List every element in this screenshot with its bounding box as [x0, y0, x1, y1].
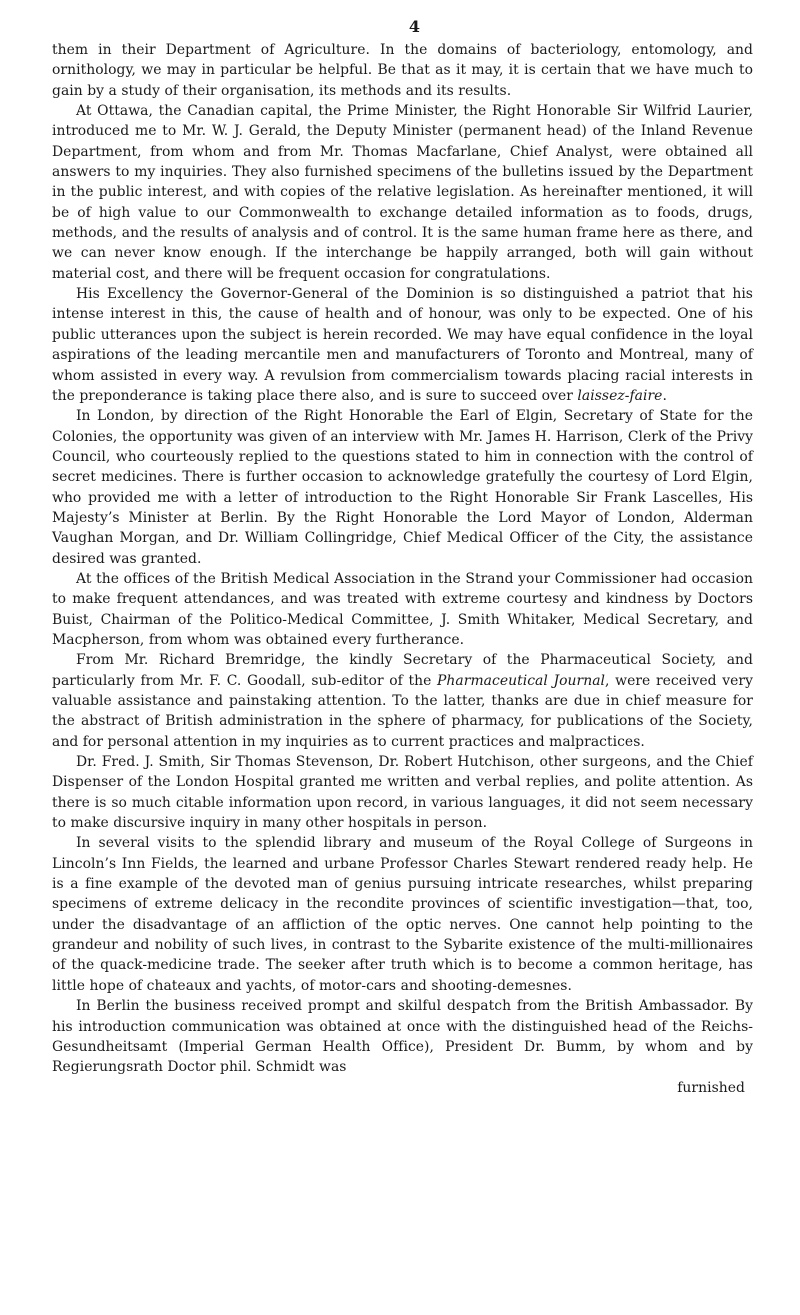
- text-run: At the offices of the British Medical Association in the Strand your Commissioner had occasion to make frequent attendances, and was treated with extreme courtesy and kindness by Doctors Buist, Chairman of the Politico-Medical Committee, J. Smith Whitaker, Medical Secretary, and Macpherson, from whom was obtained every furtherance.: [52, 570, 753, 648]
- italic-text: Pharmaceutical Journal: [437, 672, 606, 689]
- catchword: furnished: [677, 1079, 745, 1096]
- text-run: At Ottawa, the Canadian capital, the Prime Minister, the Right Honorable Sir Wilfrid Laurier, introduced me to Mr. W. J. Gerald, the Deputy Minister (permanent head) of the Inland Revenue Department, from whom and from Mr. Thomas Macfarlane, Chief Analyst, were obtained all answers to my inquiries. They also furnished specimens of the bulletins issued by the Department in the public interest, and with copies of the relative legislation. As hereinafter mentioned, it will be of high value to our Commonwealth to exchange detailed information as to foods, drugs, methods, and the results of analysis and of control. It is the same human frame here as there, and we can never know enough. If the interchange be happily arranged, both will gain without material cost, and there will be frequent occasion for congratulations.: [52, 103, 753, 282]
- paragraph: [52, 752, 753, 833]
- page-number: 4: [408, 17, 421, 36]
- paragraph: [52, 40, 753, 101]
- paragraph: [52, 284, 753, 406]
- italic-text: laissez-faire: [577, 387, 663, 404]
- text-run: In London, by direction of the Right Honorable the Earl of Elgin, Secretary of State for the Colonies, the opportunity was given of an interview with Mr. James H. Harrison, Clerk of the Privy Council, who courteously replied to the questions stated to him in connection with the control of secret medicines. There is further occasion to acknowledge gratefully the courtesy of Lord Elgin, who provided me with a letter of introduction to the Right Honorable Sir Frank Lascelles, His Majesty’s Minister at Berlin. By the Right Honorable the Lord Mayor of London, Alderman Vaughan Morgan, and Dr. William Collingridge, Chief Medical Officer of the City, the assistance desired was granted.: [52, 408, 753, 567]
- text-run: Dr. Fred. J. Smith, Sir Thomas Stevenson, Dr. Robert Hutchison, other surgeons, and the Chief Dispenser of the London Hospital granted me written and verbal replies, and polite attention. As there is so much citable information upon record, in various languages, it did not seem necessary to make discursive inquiry in many other hospitals in person.: [52, 754, 753, 832]
- paragraph: [52, 833, 753, 996]
- text-run: His Excellency the Governor-General of the Dominion is so distinguished a patriot that his intense interest in this, the cause of health and of honour, was only to be expected. One of his public utterances upon the subject is herein recorded. We may have equal confidence in the loyal aspirations of the leading mercantile men and manufacturers of Toronto and Montreal, many of whom assisted in every way. A revulsion from commercialism towards placing racial interests in the preponderance is taking place there also, and is sure to succeed over: [52, 286, 753, 404]
- text-run: In several visits to the splendid library and museum of the Royal College of Surgeons in Lincoln’s Inn Fields, the learned and urbane Professor Charles Stewart rendered ready help. He is a fine example of the devoted man of genius pursuing intricate researches, whilst preparing specimens of extreme delicacy in the recondite provinces of scientific investigation—that, too, under the disadvantage of an affliction of the optic nerves. One cannot help pointing to the grandeur and nobility of such lives, in contrast to the Sybarite existence of the multi-millionaires of the quack-medicine trade. The seeker after truth which is to become a common heritage, has little hope of chateaux and yachts, of motor-cars and shooting-demesnes.: [52, 835, 753, 994]
- text-run: , were received very valuable assistance and painstaking attention. To the latter, thanks are due in chief measure for the abstract of British administration in the sphere of pharmacy, for publications of the Society, and for personal attention in my inquiries as to current practices and malpractices.: [52, 672, 753, 750]
- paragraph: [52, 406, 753, 569]
- text-run: them in their Department of Agriculture. In the domains of bacteriology, entomology, and ornithology, we may in particular be helpful. Be that as it may, it is certain that we have much to gain by a study of their organisation, its methods and its results.: [52, 42, 753, 99]
- text-run: From Mr. Richard Bremridge, the kindly Secretary of the Pharmaceutical Society, and particularly from Mr. F. C. Goodall, sub-editor of the: [52, 652, 753, 689]
- paragraph: [52, 650, 753, 752]
- paragraph: [52, 101, 753, 284]
- paragraph: [52, 996, 753, 1077]
- body-text: [52, 40, 753, 1078]
- text-run: .: [662, 387, 667, 404]
- document-page: [52, 14, 753, 1098]
- text-run: In Berlin the business received prompt and skilful despatch from the British Ambassador. By his introduction communication was obtained at once with the distinguished head of the Reichs-Gesundheitsamt (Imperial German Health Office), President Dr. Bumm, by whom and by Regierungsrath Doctor phil. Schmidt was: [52, 998, 753, 1076]
- paragraph: [52, 569, 753, 650]
